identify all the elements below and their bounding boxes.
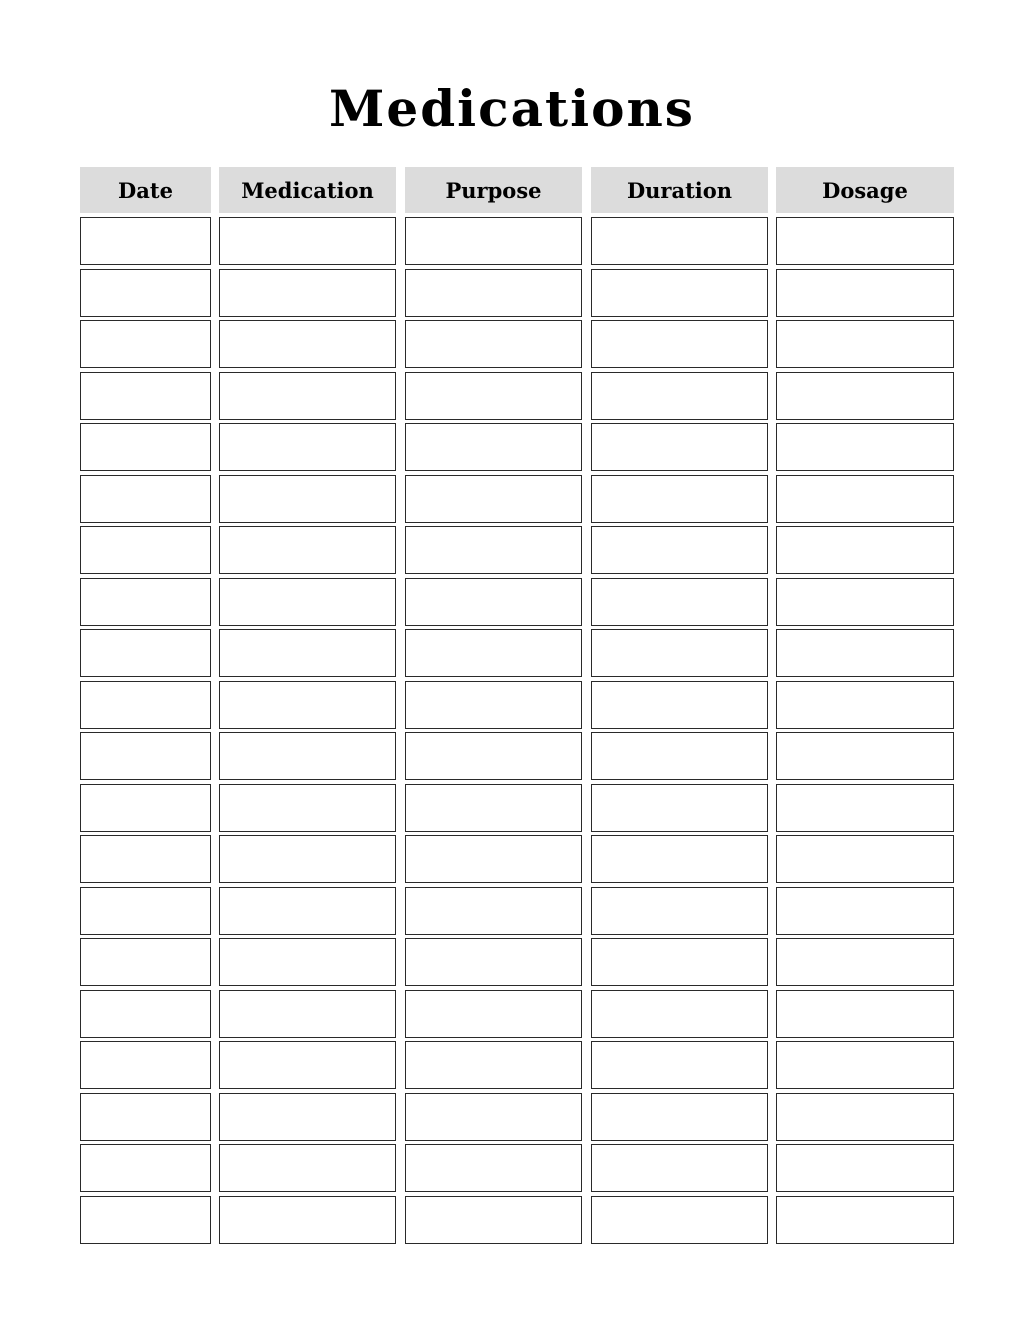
cell-duration[interactable] — [591, 1041, 768, 1089]
column-header-medication: Medication — [219, 167, 396, 213]
cell-dosage[interactable] — [776, 681, 954, 729]
cell-purpose[interactable] — [405, 784, 582, 832]
cell-duration[interactable] — [591, 732, 768, 780]
cell-medication[interactable] — [219, 578, 396, 626]
cell-purpose[interactable] — [405, 990, 582, 1038]
cell-dosage[interactable] — [776, 269, 954, 317]
cell-medication[interactable] — [219, 1144, 396, 1192]
cell-medication[interactable] — [219, 526, 396, 574]
cell-purpose[interactable] — [405, 629, 582, 677]
cell-dosage[interactable] — [776, 475, 954, 523]
cell-date[interactable] — [80, 887, 211, 935]
cell-date[interactable] — [80, 732, 211, 780]
cell-date[interactable] — [80, 1196, 211, 1244]
cell-medication[interactable] — [219, 1093, 396, 1141]
cell-purpose[interactable] — [405, 1196, 582, 1244]
cell-dosage[interactable] — [776, 784, 954, 832]
cell-duration[interactable] — [591, 1196, 768, 1244]
cell-date[interactable] — [80, 1041, 211, 1089]
cell-duration[interactable] — [591, 372, 768, 420]
cell-medication[interactable] — [219, 887, 396, 935]
cell-date[interactable] — [80, 578, 211, 626]
cell-medication[interactable] — [219, 835, 396, 883]
cell-purpose[interactable] — [405, 475, 582, 523]
cell-date[interactable] — [80, 475, 211, 523]
cell-medication[interactable] — [219, 990, 396, 1038]
cell-duration[interactable] — [591, 475, 768, 523]
cell-purpose[interactable] — [405, 320, 582, 368]
cell-purpose[interactable] — [405, 835, 582, 883]
cell-duration[interactable] — [591, 1093, 768, 1141]
cell-date[interactable] — [80, 835, 211, 883]
cell-date[interactable] — [80, 372, 211, 420]
cell-duration[interactable] — [591, 423, 768, 471]
cell-dosage[interactable] — [776, 372, 954, 420]
cell-duration[interactable] — [591, 938, 768, 986]
cell-duration[interactable] — [591, 681, 768, 729]
cell-duration[interactable] — [591, 217, 768, 265]
cell-medication[interactable] — [219, 732, 396, 780]
cell-purpose[interactable] — [405, 1144, 582, 1192]
cell-medication[interactable] — [219, 423, 396, 471]
cell-dosage[interactable] — [776, 217, 954, 265]
cell-duration[interactable] — [591, 1144, 768, 1192]
cell-purpose[interactable] — [405, 578, 582, 626]
cell-dosage[interactable] — [776, 629, 954, 677]
cell-duration[interactable] — [591, 320, 768, 368]
cell-medication[interactable] — [219, 475, 396, 523]
cell-dosage[interactable] — [776, 578, 954, 626]
cell-dosage[interactable] — [776, 1041, 954, 1089]
cell-date[interactable] — [80, 269, 211, 317]
cell-date[interactable] — [80, 217, 211, 265]
cell-date[interactable] — [80, 1144, 211, 1192]
cell-dosage[interactable] — [776, 320, 954, 368]
column-header-date: Date — [80, 167, 211, 213]
cell-medication[interactable] — [219, 681, 396, 729]
cell-date[interactable] — [80, 990, 211, 1038]
cell-medication[interactable] — [219, 938, 396, 986]
cell-duration[interactable] — [591, 887, 768, 935]
cell-purpose[interactable] — [405, 732, 582, 780]
cell-dosage[interactable] — [776, 732, 954, 780]
cell-purpose[interactable] — [405, 423, 582, 471]
cell-purpose[interactable] — [405, 1041, 582, 1089]
cell-date[interactable] — [80, 681, 211, 729]
cell-purpose[interactable] — [405, 217, 582, 265]
cell-duration[interactable] — [591, 990, 768, 1038]
column-header-purpose: Purpose — [405, 167, 582, 213]
cell-date[interactable] — [80, 938, 211, 986]
cell-medication[interactable] — [219, 784, 396, 832]
cell-dosage[interactable] — [776, 835, 954, 883]
cell-date[interactable] — [80, 423, 211, 471]
column-header-dosage: Dosage — [776, 167, 954, 213]
cell-purpose[interactable] — [405, 1093, 582, 1141]
cell-dosage[interactable] — [776, 1093, 954, 1141]
cell-duration[interactable] — [591, 578, 768, 626]
cell-purpose[interactable] — [405, 887, 582, 935]
cell-duration[interactable] — [591, 526, 768, 574]
cell-dosage[interactable] — [776, 1144, 954, 1192]
cell-purpose[interactable] — [405, 526, 582, 574]
cell-dosage[interactable] — [776, 990, 954, 1038]
cell-medication[interactable] — [219, 217, 396, 265]
cell-dosage[interactable] — [776, 526, 954, 574]
cell-purpose[interactable] — [405, 681, 582, 729]
page-title: Medications — [329, 79, 695, 138]
cell-medication[interactable] — [219, 1041, 396, 1089]
cell-medication[interactable] — [219, 629, 396, 677]
cell-medication[interactable] — [219, 1196, 396, 1244]
cell-medication[interactable] — [219, 320, 396, 368]
cell-date[interactable] — [80, 629, 211, 677]
cell-medication[interactable] — [219, 269, 396, 317]
cell-date[interactable] — [80, 1093, 211, 1141]
cell-date[interactable] — [80, 784, 211, 832]
cell-date[interactable] — [80, 320, 211, 368]
cell-date[interactable] — [80, 526, 211, 574]
cell-purpose[interactable] — [405, 938, 582, 986]
cell-purpose[interactable] — [405, 269, 582, 317]
cell-duration[interactable] — [591, 784, 768, 832]
cell-dosage[interactable] — [776, 423, 954, 471]
cell-duration[interactable] — [591, 629, 768, 677]
cell-duration[interactable] — [591, 269, 768, 317]
cell-medication[interactable] — [219, 372, 396, 420]
column-header-duration: Duration — [591, 167, 768, 213]
cell-duration[interactable] — [591, 835, 768, 883]
cell-dosage[interactable] — [776, 887, 954, 935]
cell-dosage[interactable] — [776, 938, 954, 986]
cell-dosage[interactable] — [776, 1196, 954, 1244]
cell-purpose[interactable] — [405, 372, 582, 420]
